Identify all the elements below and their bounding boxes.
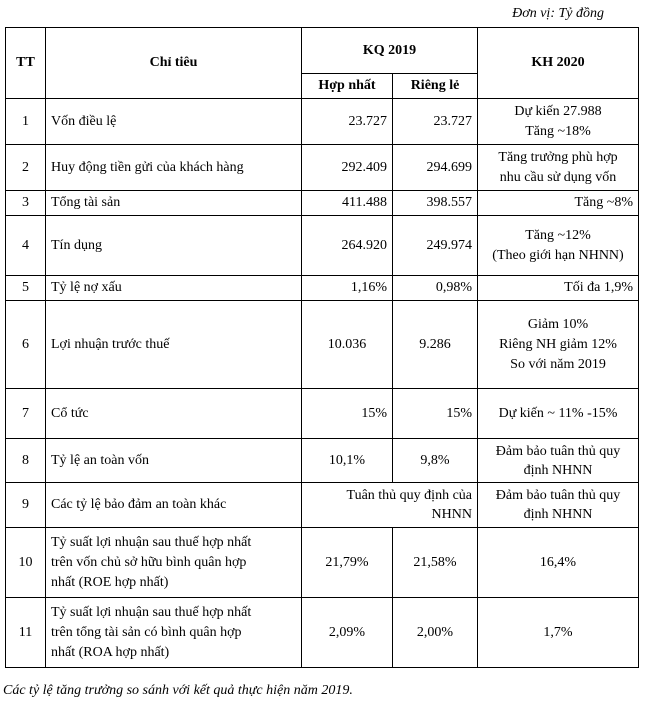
unit-label: Đơn vị: Tỷ đồng — [512, 6, 604, 21]
row-number: 7 — [6, 389, 46, 439]
value-separate: 0,98% — [393, 276, 478, 301]
value-separate: 398.557 — [393, 191, 478, 216]
plan-line: Tăng trưởng phù hợp — [498, 149, 618, 165]
value-separate: 9.286 — [393, 301, 478, 389]
row-number: 11 — [6, 598, 46, 668]
value-separate: 2,00% — [393, 598, 478, 668]
value-separate: 21,58% — [393, 528, 478, 598]
row-number: 1 — [6, 99, 46, 145]
plan-2020 — [478, 483, 639, 528]
plan-2020 — [478, 99, 639, 145]
plan-2020 — [478, 389, 639, 439]
table-row — [6, 439, 639, 483]
row-number: 5 — [6, 276, 46, 301]
value-separate: 249.974 — [393, 216, 478, 276]
plan-line: Giảm 10% — [527, 316, 589, 332]
value-consolidated: 10,1% — [302, 439, 393, 483]
row-number: 6 — [6, 301, 46, 389]
indicator-line: trên vốn chủ sở hữu bình quân hợp — [51, 554, 247, 570]
plan-2020 — [478, 191, 639, 216]
header-rieng-le: Riêng lẻ — [393, 74, 478, 99]
row-indicator — [46, 528, 302, 598]
indicator-line: Tổng tài sản — [51, 195, 121, 210]
value-separate: 23.727 — [393, 99, 478, 145]
row-indicator — [46, 191, 302, 216]
table-row — [6, 99, 639, 145]
row-number: 8 — [6, 439, 46, 483]
indicator-line: Vốn điều lệ — [51, 113, 117, 129]
table-row — [6, 598, 639, 668]
plan-table — [5, 27, 639, 668]
plan-line: 1,7% — [543, 624, 573, 640]
plan-2020 — [478, 276, 639, 301]
indicator-line: Các tỷ lệ bảo đảm an toàn khác — [51, 497, 227, 512]
indicator-line: Tỷ lệ nợ xấu — [51, 280, 122, 295]
plan-line: Tăng ~18% — [525, 123, 591, 139]
plan-line: 16,4% — [539, 554, 577, 570]
value-consolidated: 2,09% — [302, 598, 393, 668]
row-indicator — [46, 598, 302, 668]
value-consolidated: 292.409 — [302, 145, 393, 191]
plan-2020 — [478, 439, 639, 483]
indicator-line: Cổ tức — [51, 405, 89, 421]
table-row — [6, 389, 639, 439]
plan-line: Riêng NH giảm 12% — [499, 336, 617, 352]
indicator-line: Tỷ lệ an toàn vốn — [51, 452, 149, 468]
plan-line: Đảm bảo tuân thủ quy — [495, 488, 621, 503]
value-separate: 15% — [393, 389, 478, 439]
table-row — [6, 483, 639, 528]
row-number: 2 — [6, 145, 46, 191]
plan-2020 — [478, 216, 639, 276]
row-indicator — [46, 276, 302, 301]
value-consolidated: 10.036 — [302, 301, 393, 389]
merged-value — [302, 483, 478, 528]
plan-line: Dự kiến ~ 11% -15% — [498, 405, 618, 421]
footnote: Các tỷ lệ tăng trưởng so sánh với kết quả thực hiện năm 2019. — [3, 683, 353, 698]
indicator-line: nhất (ROE hợp nhất) — [51, 574, 169, 590]
value-consolidated: 1,16% — [302, 276, 393, 301]
table-row — [6, 191, 639, 216]
row-number: 9 — [6, 483, 46, 528]
table-row — [6, 528, 639, 598]
indicator-line: Lợi nhuận trước thuế — [51, 336, 170, 352]
row-indicator — [46, 99, 302, 145]
row-indicator — [46, 389, 302, 439]
plan-line: nhu cầu sử dụng vốn — [499, 169, 617, 185]
value-consolidated: 264.920 — [302, 216, 393, 276]
merged-line: Tuân thủ quy định của — [346, 488, 472, 503]
table-row — [6, 301, 639, 389]
row-number: 3 — [6, 191, 46, 216]
value-consolidated: 23.727 — [302, 99, 393, 145]
plan-line: Tăng ~8% — [574, 195, 633, 210]
row-indicator — [46, 301, 302, 389]
header-hop-nhat: Hợp nhất — [302, 74, 393, 99]
merged-line: NHNN — [431, 507, 472, 522]
plan-2020 — [478, 301, 639, 389]
plan-2020 — [478, 598, 639, 668]
plan-line: Tăng ~12% — [525, 227, 591, 243]
indicator-line: Tín dụng — [51, 237, 102, 253]
value-consolidated: 21,79% — [302, 528, 393, 598]
table-row — [6, 276, 639, 301]
value-separate: 9,8% — [393, 439, 478, 483]
indicator-line: Huy động tiền gửi của khách hàng — [51, 159, 244, 175]
table-row — [6, 145, 639, 191]
plan-line: Đảm bảo tuân thủ quy — [495, 443, 621, 459]
indicator-line: nhất (ROA hợp nhất) — [51, 644, 170, 660]
row-indicator — [46, 483, 302, 528]
plan-line: Tối đa 1,9% — [564, 280, 633, 295]
row-indicator — [46, 216, 302, 276]
header-chi-tieu: Chỉ tiêu — [46, 28, 302, 99]
row-indicator — [46, 439, 302, 483]
value-separate: 294.699 — [393, 145, 478, 191]
plan-line: (Theo giới hạn NHNN) — [492, 247, 624, 263]
indicator-line: Tỷ suất lợi nhuận sau thuế hợp nhất — [51, 604, 252, 620]
plan-line: định NHNN — [523, 462, 593, 478]
plan-line: Dự kiến 27.988 — [514, 103, 602, 119]
plan-2020 — [478, 528, 639, 598]
header-kq-2019: KQ 2019 — [302, 28, 478, 74]
table-row — [6, 216, 639, 276]
row-number: 4 — [6, 216, 46, 276]
header-kh-2020: KH 2020 — [478, 28, 639, 99]
header-tt: TT — [6, 28, 46, 99]
indicator-line: trên tổng tài sản có bình quân hợp — [51, 624, 242, 640]
row-number: 10 — [6, 528, 46, 598]
value-consolidated: 15% — [302, 389, 393, 439]
value-consolidated: 411.488 — [302, 191, 393, 216]
plan-line: So với năm 2019 — [510, 356, 606, 372]
plan-2020 — [478, 145, 639, 191]
indicator-line: Tỷ suất lợi nhuận sau thuế hợp nhất — [51, 534, 252, 550]
plan-line: định NHNN — [523, 507, 593, 522]
row-indicator — [46, 145, 302, 191]
